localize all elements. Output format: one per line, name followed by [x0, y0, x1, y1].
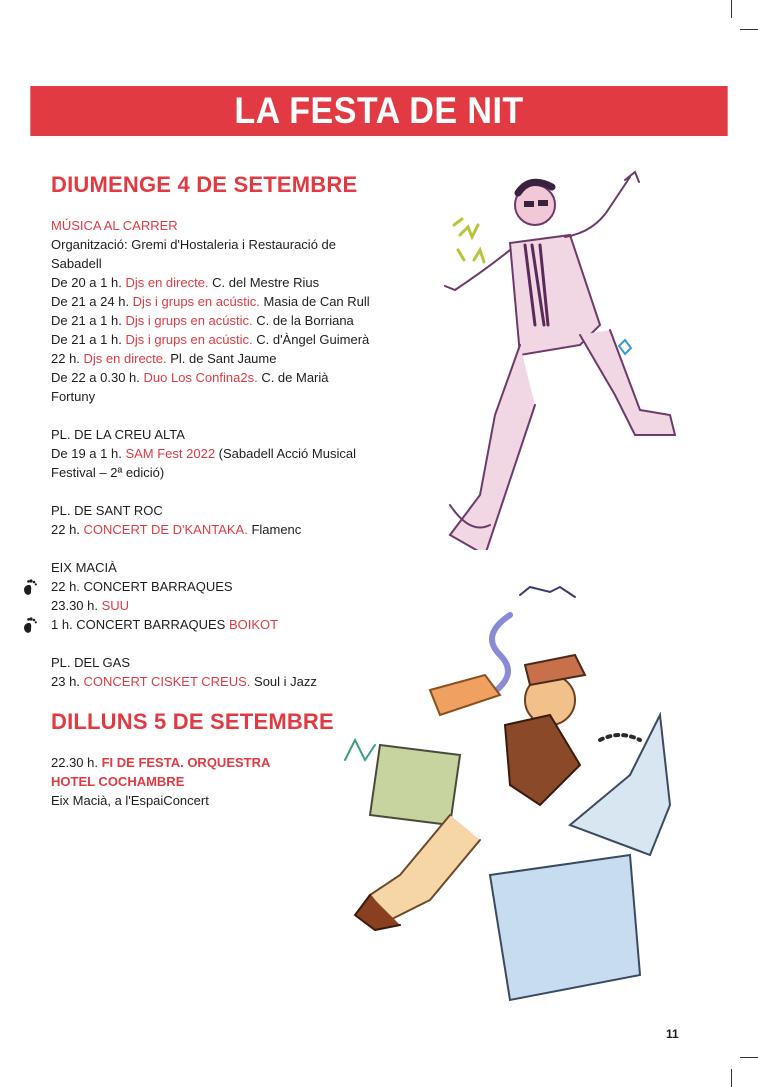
music-heading: MÚSICA AL CARRER [51, 218, 178, 233]
venue-heading: EIX MACIÀ [51, 560, 117, 575]
organizer-text: Organització: Gremi d'Hostaleria i Restauració de Sabadell [51, 237, 336, 271]
footprint-icon [22, 616, 38, 636]
list-item: 22.30 h. FI DE FESTA. ORQUESTRA HOTEL COCHAMBRE [51, 755, 270, 789]
venue-heading: PL. DEL GAS [51, 655, 130, 670]
monday-section [51, 753, 371, 810]
eix-macia-section [51, 558, 371, 634]
day-title-sunday: DIUMENGE 4 DE SETEMBRE [51, 172, 358, 197]
venue-heading: PL. DE SANT ROC [51, 503, 163, 518]
list-item: De 21 a 24 h. Djs i grups en acústic. Masia de Can Rull [51, 294, 370, 309]
list-item: 23.30 h. SUU [51, 598, 130, 613]
list-item: De 21 a 1 h. Djs i grups en acústic. C. d'Àngel Guimerà [51, 332, 370, 347]
footprint-icon [22, 578, 38, 598]
list-item: 1 h. CONCERT BARRAQUES BOIKOT [51, 615, 371, 634]
list-item: 22 h. Djs en directe. Pl. de Sant Jaume [51, 351, 277, 366]
section-banner: LA FESTA DE NIT [30, 86, 727, 136]
music-section [51, 216, 371, 406]
sant-roc-section [51, 501, 371, 539]
crop-mark [740, 29, 758, 30]
list-item: 22 h. CONCERT BARRAQUES [51, 577, 371, 596]
program-content [51, 168, 371, 810]
venue-text: Eix Macià, a l'EspaiConcert [51, 793, 209, 808]
dancer-illustration [440, 165, 690, 550]
crop-mark [731, 0, 732, 18]
list-item: 22 h. CONCERT DE D'KANTAKA. Flamenc [51, 522, 302, 537]
creu-alta-section [51, 425, 371, 482]
day-title-monday: DILLUNS 5 DE SETEMBRE [51, 709, 334, 734]
list-item: De 19 a 1 h. SAM Fest 2022 (Sabadell Acció Musical Festival – 2ª edició) [51, 446, 356, 480]
list-item: De 22 a 0.30 h. Duo Los Confina2s. C. de Marià Fortuny [51, 370, 329, 404]
list-item: De 21 a 1 h. Djs i grups en acústic. C. de la Borriana [51, 313, 354, 328]
list-item: 23 h. CONCERT CISKET CREUS. Soul i Jazz [51, 674, 317, 689]
crop-mark [740, 1057, 758, 1058]
crop-mark [731, 1069, 732, 1087]
gas-section [51, 653, 371, 691]
page-number: 11 [666, 1027, 679, 1041]
list-item: De 20 a 1 h. Djs en directe. C. del Mestre Rius [51, 275, 320, 290]
venue-heading: PL. DE LA CREU ALTA [51, 427, 185, 442]
saxophonist-illustration [330, 585, 690, 1025]
